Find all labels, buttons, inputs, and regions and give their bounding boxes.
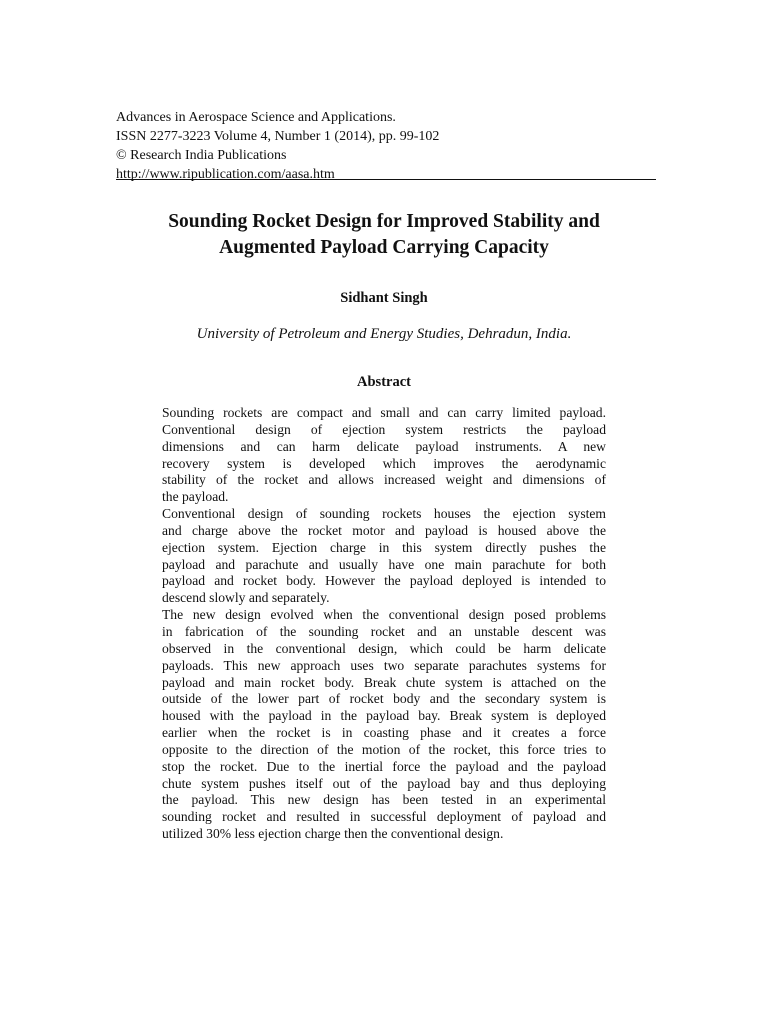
author-affiliation: University of Petroleum and Energy Studies, Dehradun, India. [196,326,572,342]
abstract-line: Conventional design of ejection system restricts the payload [162,421,606,437]
journal-name: Advances in Aerospace Science and Applications. [116,110,396,125]
abstract-line: and charge above the rocket motor and payload is housed above the [162,522,606,538]
abstract-line: payload and main rocket body. Break chute system is attached on the [162,674,606,690]
abstract-line: earlier when the rocket is in coasting phase and it creates a force [162,725,606,741]
abstract-line: stability of the rocket and allows increased weight and dimensions of [162,472,606,488]
abstract-line: utilized 30% less ejection charge then the conventional design. [162,826,504,842]
abstract-line: dimensions and can harm delicate payload instruments. A new [162,438,606,454]
abstract-line: housed with the payload in the payload bay. Break system is deployed [162,708,606,724]
abstract-line: stop the rocket. Due to the inertial force the payload and the payload [162,758,606,774]
abstract-line: ejection system. Ejection charge in this system directly pushes the [162,539,606,555]
header-divider [116,179,656,180]
publisher: © Research India Publications [116,148,287,163]
abstract-line: in fabrication of the sounding rocket and an unstable descent was [162,623,606,639]
author-name: Sidhant Singh [340,290,428,306]
abstract-line: opposite to the direction of the motion of the rocket, this force tries to [162,741,606,757]
title-line-2: Augmented Payload Carrying Capacity [219,237,549,258]
abstract-line: chute system pushes itself out of the payload bay and thus deploying [162,775,606,791]
abstract-body [162,405,606,843]
paper-title [116,209,652,261]
issn-info: ISSN 2277-3223 Volume 4, Number 1 (2014), pp. 99-102 [116,129,440,144]
abstract-line: the payload. This new design has been tested in an experimental [162,792,606,808]
abstract-line: recovery system is developed which improves the aerodynamic [162,455,606,471]
abstract-line: outside of the lower part of rocket body and the secondary system is [162,691,606,707]
title-line-1: Sounding Rocket Design for Improved Stability and [168,211,600,232]
abstract-line: sounding rocket and resulted in successful deployment of payload and [162,809,606,825]
abstract-line: payloads. This new approach uses two separate parachutes systems for [162,657,606,673]
journal-url[interactable]: http://www.ripublication.com/aasa.htm [116,167,335,182]
abstract-line: Conventional design of sounding rockets houses the ejection system [162,506,606,522]
abstract-heading: Abstract [357,374,411,390]
abstract-line: descend slowly and separately. [162,590,330,606]
abstract-line: payload and rocket body. However the payload deployed is intended to [162,573,606,589]
journal-header [116,108,656,184]
abstract-line: payload and parachute and usually have one main parachute for both [162,556,606,572]
abstract-line: The new design evolved when the conventional design posed problems [162,607,606,623]
abstract-line: observed in the conventional design, which could be harm delicate [162,640,606,656]
abstract-line: Sounding rockets are compact and small and can carry limited payload. [162,405,606,420]
abstract-line: the payload. [162,489,229,505]
